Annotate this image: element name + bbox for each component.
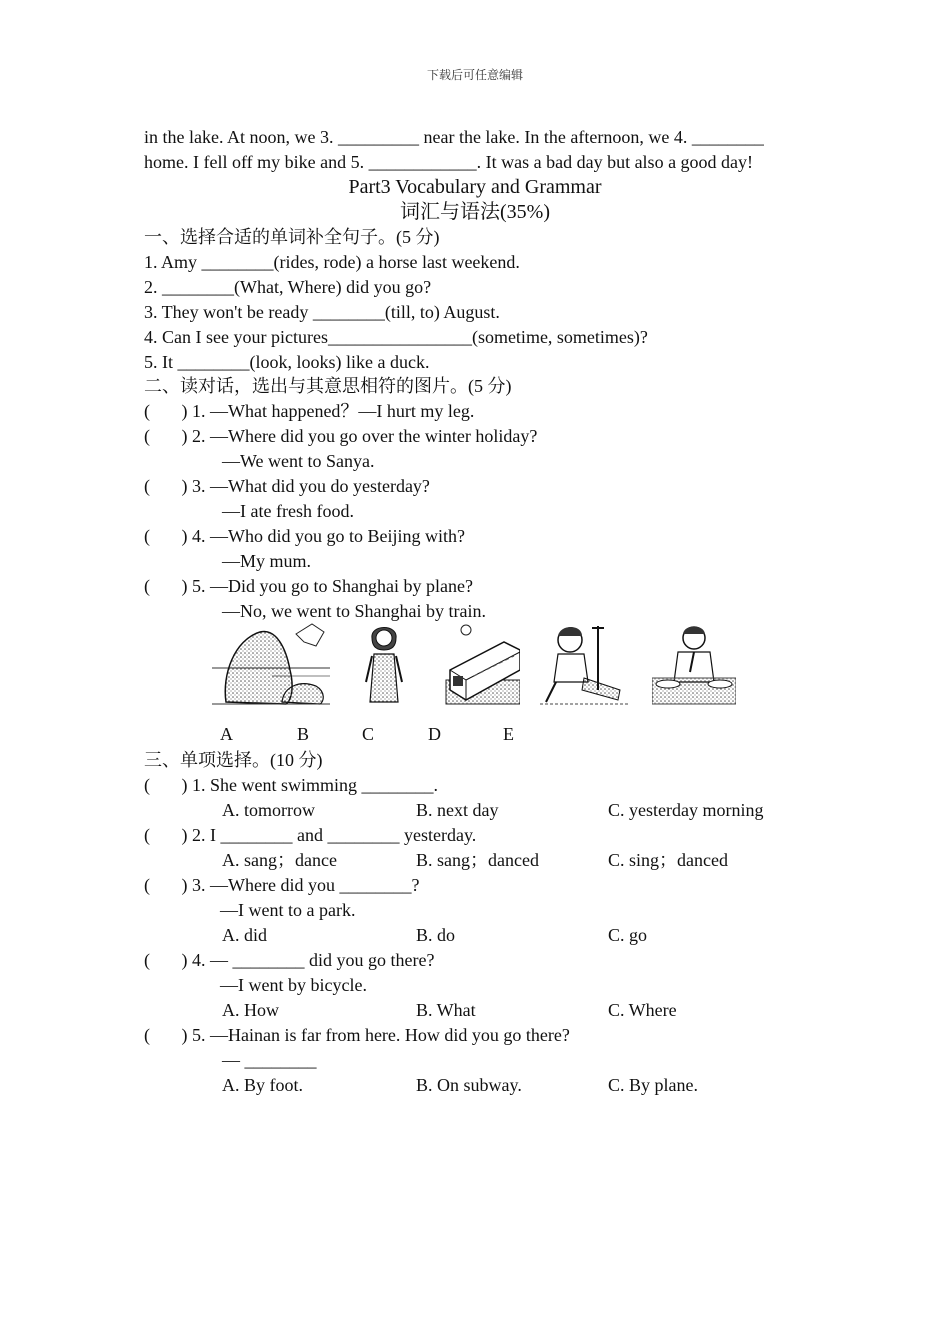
q1-option-a: A. tomorrow bbox=[222, 800, 315, 820]
q3-option-c: C. go bbox=[608, 925, 648, 945]
q1-option-c: C. yesterday morning bbox=[608, 800, 764, 820]
dialog-2-reply: —We went to Sanya. bbox=[222, 451, 375, 471]
q3-option-b: B. do bbox=[416, 925, 456, 945]
passage-line-1: in the lake. At noon, we 3. _________ near the lake. In the afternoon, we 4. ________ bbox=[144, 127, 764, 147]
q1-option-b: B. next day bbox=[416, 800, 499, 820]
section1-item-1: 1. Amy ________(rides, rode) a horse last weekend. bbox=[144, 252, 520, 272]
dialog-5: ( ) 5. —Did you go to Shanghai by plane? bbox=[144, 576, 473, 596]
dialog-4-reply: —My mum. bbox=[222, 551, 312, 571]
picture-label-d: D bbox=[428, 724, 441, 744]
q5-option-c: C. By plane. bbox=[608, 1075, 698, 1095]
picture-label-a: A bbox=[220, 724, 233, 744]
section1-item-5: 5. It ________(look, looks) like a duck. bbox=[144, 352, 430, 372]
dialog-3: ( ) 3. —What did you do yesterday? bbox=[144, 476, 430, 496]
q2-option-a: A. sang；dance bbox=[222, 850, 337, 870]
section1-heading: 一、选择合适的单词补全句子。(5 分) bbox=[144, 227, 440, 247]
q4-option-b: B. What bbox=[416, 1000, 476, 1020]
q5-option-b: B. On subway. bbox=[416, 1075, 522, 1095]
picture-e-eating bbox=[652, 620, 736, 706]
q5-stem: ( ) 5. —Hainan is far from here. How did you go there? bbox=[144, 1025, 570, 1045]
page-header: 下载后可任意编辑 bbox=[426, 68, 523, 82]
picture-label-e: E bbox=[503, 724, 514, 744]
picture-label-c: C bbox=[362, 724, 375, 744]
q2-stem: ( ) 2. I ________ and ________ yesterday. bbox=[144, 825, 477, 845]
dialog-1: ( ) 1. —What happened？—I hurt my leg. bbox=[144, 401, 475, 421]
q3-reply: —I went to a park. bbox=[220, 900, 356, 920]
section2-heading: 二、读对话，选出与其意思相符的图片。(5 分) bbox=[144, 376, 512, 396]
q1-stem: ( ) 1. She went swimming ________. bbox=[144, 775, 438, 795]
q4-option-a: A. How bbox=[222, 1000, 279, 1020]
part3-title: Part3 Vocabulary and Grammar bbox=[348, 176, 602, 198]
picture-d-hurt-leg bbox=[540, 620, 628, 706]
q4-stem: ( ) 4. — ________ did you go there? bbox=[144, 950, 435, 970]
picture-c-train bbox=[444, 620, 520, 706]
section1-item-2: 2. ________(What, Where) did you go? bbox=[144, 277, 432, 297]
q4-reply: —I went by bicycle. bbox=[220, 975, 367, 995]
dialog-3-reply: —I ate fresh food. bbox=[222, 501, 354, 521]
passage-line-2: home. I fell off my bike and 5. ____________. It was a bad day but also a good day! bbox=[144, 152, 754, 172]
q2-option-c: C. sing；danced bbox=[608, 850, 728, 870]
section1-item-4: 4. Can I see your pictures________________(sometime, sometimes)? bbox=[144, 327, 648, 347]
part3-subtitle: 词汇与语法(35%) bbox=[400, 201, 550, 223]
q3-option-a: A. did bbox=[222, 925, 267, 945]
picture-label-b: B bbox=[297, 724, 310, 744]
picture-b-woman bbox=[362, 620, 406, 706]
q4-option-c: C. Where bbox=[608, 1000, 677, 1020]
q5-reply: — ________ bbox=[222, 1050, 317, 1070]
dialog-5-reply: —No, we went to Shanghai by train. bbox=[222, 601, 486, 621]
dialog-4: ( ) 4. —Who did you go to Beijing with? bbox=[144, 526, 465, 546]
picture-a-rock-beach bbox=[212, 620, 330, 706]
q2-option-b: B. sang；danced bbox=[416, 850, 539, 870]
q5-option-a: A. By foot. bbox=[222, 1075, 303, 1095]
dialog-2: ( ) 2. —Where did you go over the winter holiday? bbox=[144, 426, 538, 446]
section1-item-3: 3. They won't be ready ________(till, to) August. bbox=[144, 302, 500, 322]
q3-stem: ( ) 3. —Where did you ________? bbox=[144, 875, 420, 895]
section3-heading: 三、单项选择。(10 分) bbox=[144, 750, 323, 770]
